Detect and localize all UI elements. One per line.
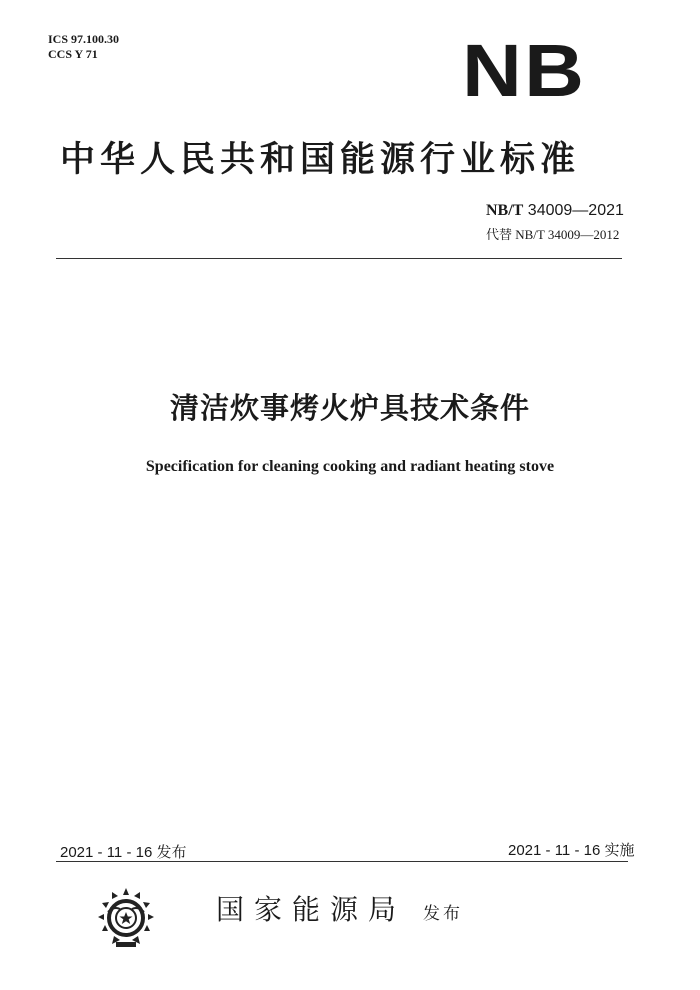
issue-date: 2021 - 11 - 16 发布	[60, 844, 187, 861]
standard-number	[486, 202, 624, 220]
implementation-date: 2021 - 11 - 16 实施	[508, 842, 635, 859]
organization-title: 中华人民共和国能源行业标准	[60, 140, 581, 179]
bottom-divider	[56, 861, 628, 862]
document-title-english: Specification for cleaning cooking and radiant heating stove	[145, 458, 555, 475]
document-title-chinese: 清洁炊事烤火炉具技术条件	[169, 393, 530, 425]
standard-number-prefix: NB/T	[486, 202, 524, 219]
nb-logo: NB	[462, 29, 587, 112]
standard-number-value: 34009—2021	[527, 202, 624, 219]
top-divider	[56, 258, 622, 259]
publisher	[216, 897, 463, 925]
ics-code: ICS 97.100.30	[48, 32, 120, 46]
ccs-code: CCS Y 71	[48, 47, 98, 61]
national-emblem-icon	[94, 886, 158, 950]
replaces-standard: 代替 NB/T 34009—2012	[486, 227, 620, 242]
publisher-suffix: 发布	[423, 904, 464, 923]
publisher-name: 国家能源局	[216, 895, 407, 926]
